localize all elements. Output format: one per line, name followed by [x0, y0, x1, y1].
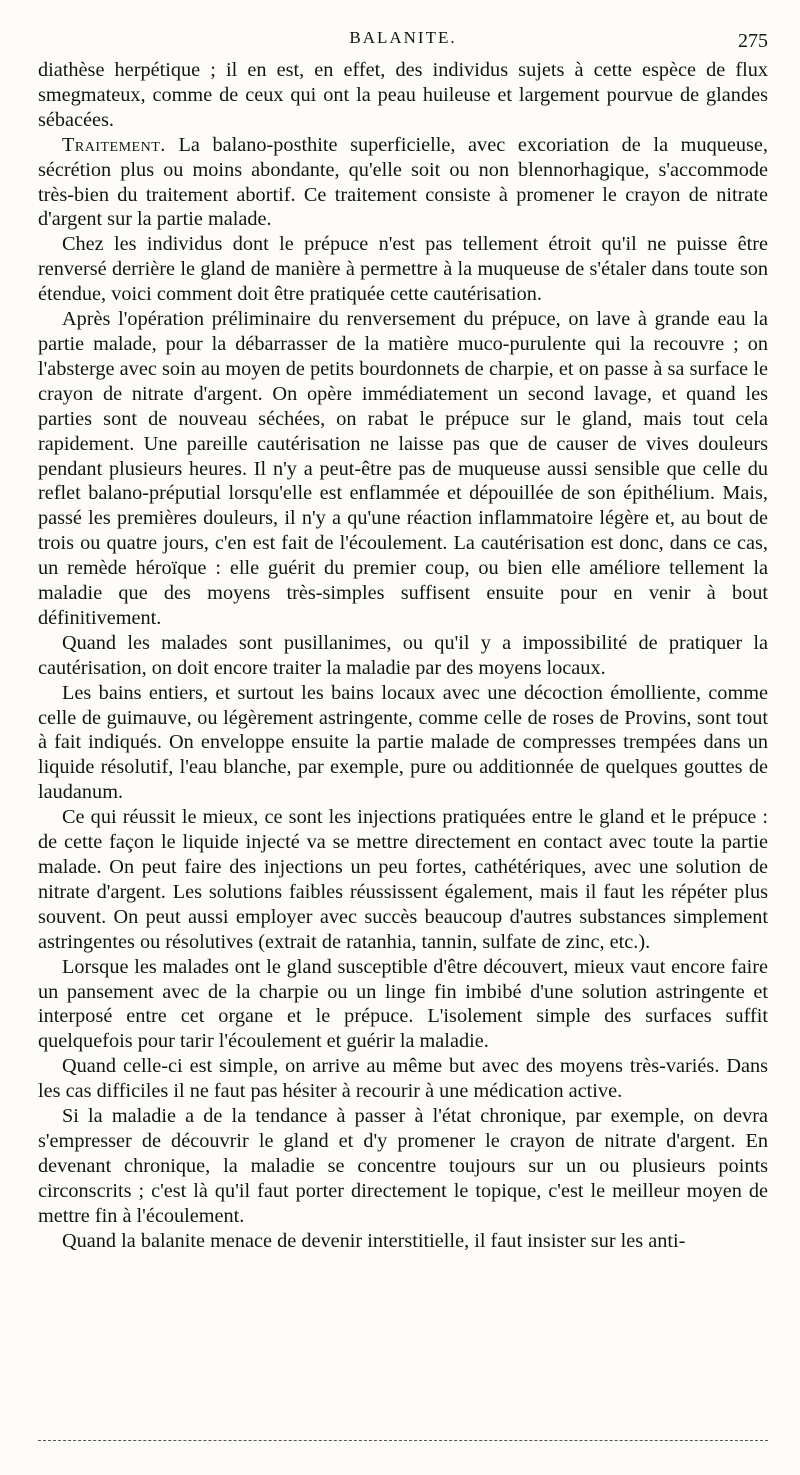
book-page [38, 0, 768, 1475]
paragraph-6: Les bains entiers, et surtout les bains locaux avec une décoction émolliente, comme celle de guimauve, ou légèrement astringente, comme celle de roses de Provins, sont tout à fait indiqués. On enveloppe ensuite la partie malade de compresses trempées dans un liquide résolutif, l'eau blanche, par exemple, pure ou additionnée de quelques gouttes de laudanum. [38, 681, 768, 804]
paragraph-3: Chez les individus dont le prépuce n'est pas tellement étroit qu'il ne puisse être renversé derrière le gland de manière à permettre à la muqueuse de s'étaler dans toute son étendue, voici comment doit être pratiquée cette cautérisation. [38, 233, 768, 306]
paragraph-2: Traitement. La balano-posthite superficielle, avec excoriation de la muqueuse, sécrétion plus ou moins abondante, qu'elle soit ou non blennorhagique, s'accommode très-bien du traitement abortif. Ce traitement consiste à promener le crayon de nitrate d'argent sur la partie malade. [38, 133, 768, 231]
section-lead: Traitement. [62, 133, 166, 156]
paragraph-8: Lorsque les malades ont le gland susceptible d'être découvert, mieux vaut encore faire un pansement avec de la charpie ou un linge fin imbibé d'une solution astringente et interposé entre cet organe et le prépuce. L'isolement simple des surfaces suffit quelquefois pour tarir l'écoulement et guérir la maladie. [38, 955, 768, 1053]
footer-rule [38, 1440, 768, 1441]
running-title: BALANITE. [349, 28, 457, 47]
paragraph-7: Ce qui réussit le mieux, ce sont les injections pratiquées entre le gland et le prépuce : de cette façon le liquide injecté va se mettre directement en contact avec toute la partie malade. On peut faire des injections un peu fortes, cathétériques, avec une solution de nitrate d'argent. Les solutions faibles réussissent également, mais il faut les répéter plus souvent. On peut aussi employer avec succès beaucoup d'autres substances simplement astringentes ou résolutives (extrait de ratanhia, tannin, sulfate de zinc, etc.). [38, 806, 768, 953]
body-text [38, 58, 768, 1254]
paragraph-1: diathèse herpétique ; il en est, en effet, des individus sujets à cette espèce de flux smegmateux, comme de ceux qui ont la peau huileuse et largement pourvue de glandes sébacées. [38, 59, 768, 131]
page-number: 275 [738, 30, 768, 52]
running-head [38, 26, 768, 56]
paragraph-11: Quand la balanite menace de devenir interstitielle, il faut insister sur les anti- [62, 1229, 686, 1252]
paragraph-9: Quand celle-ci est simple, on arrive au même but avec des moyens très-variés. Dans les cas difficiles il ne faut pas hésiter à recourir à une médication active. [38, 1055, 768, 1103]
paragraph-4: Après l'opération préliminaire du renversement du prépuce, on lave à grande eau la partie malade, pour la débarrasser de la matière muco-purulente qui la recouvre ; on l'absterge avec soin au moyen de petits bourdonnets de charpie, et on passe à sa surface le crayon de nitrate d'argent. On opère immédiatement un second lavage, et quand les parties sont de nouveau séchées, on rabat le prépuce sur le gland, mais tout cela rapidement. Une pareille cautérisation ne laisse pas que de causer de vives douleurs pendant plusieurs heures. Il n'y a peut-être pas de muqueuse aussi sensible que celle du reflet balano-préputial lorsqu'elle est enflammée et dépouillée de son épithélium. Mais, passé les premières douleurs, il n'y a qu'une réaction inflammatoire légère et, au bout de trois ou quatre jours, c'en est fait de l'écoulement. La cautérisation est donc, dans ce cas, un remède héroïque : elle guérit du premier coup, ou bien elle améliore tellement la maladie que des moyens très-simples suffisent ensuite pour en venir à bout définitivement. [38, 308, 768, 629]
paragraph-10: Si la maladie a de la tendance à passer à l'état chronique, par exemple, on devra s'empresser de découvrir le gland et d'y promener le crayon de nitrate d'argent. En devenant chronique, la maladie se concentre toujours sur un ou plusieurs points circonscrits ; c'est là qu'il faut porter directement le topique, c'est le meilleur moyen de mettre fin à l'écoulement. [38, 1105, 768, 1227]
paragraph-5: Quand les malades sont pusillanimes, ou qu'il y a impossibilité de pratiquer la cautérisation, on doit encore traiter la maladie par des moyens locaux. [38, 631, 768, 679]
